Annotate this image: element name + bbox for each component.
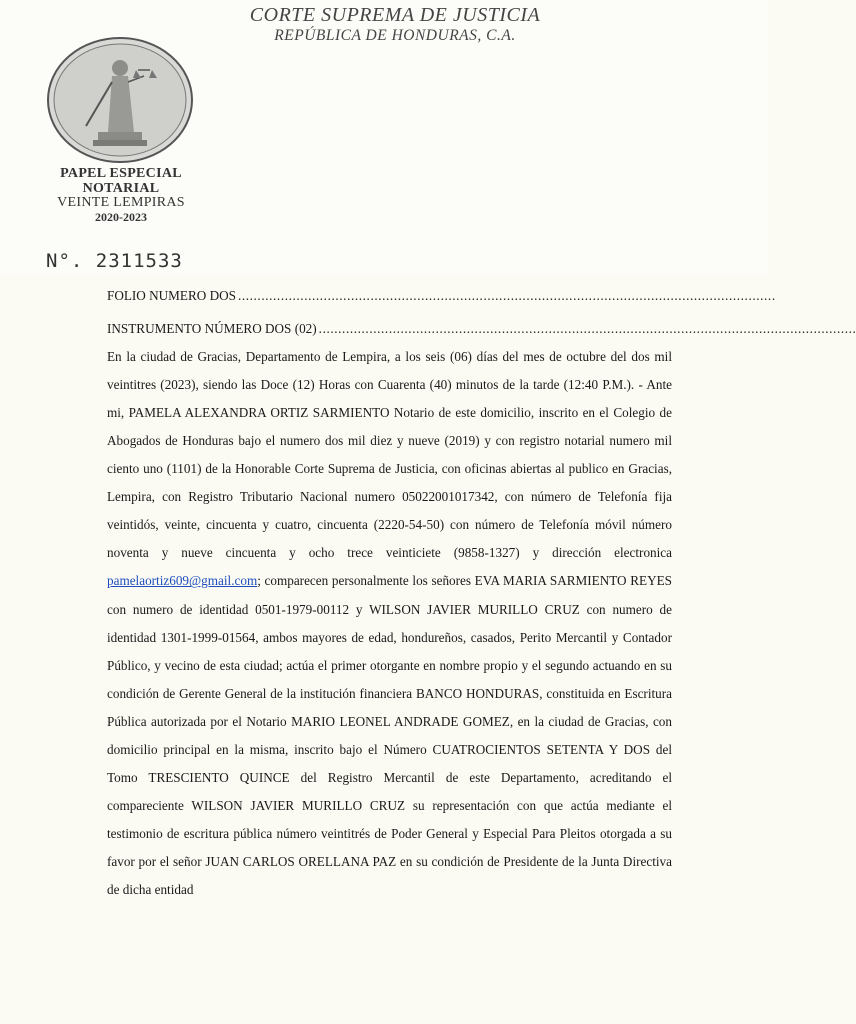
body-text-part-2: ; comparecen personalmente los señores EVA MARIA SARMIENTO REYES con numero de identidad 0501-1979-00112 y WILSON JAVIER MURILLO CRUZ con numero de identidad 1301-1999-01564, ambos mayores de edad, hondureños, casados, Perito Mercantil y Contador Público, y vecino de esta ciudad; actúa el primer otorgante en nombre propio y el segundo actuando en su condición de Gerente General de la institución financiera BANCO HONDURAS, constituida en Escritura Pública autorizada por el Notario MARIO LEONEL ANDRADE GOMEZ, en la ciudad de Gracias, con domicilio principal en la misma, inscrito bajo el Número CUATROCIENTOS SETENTA Y DOS del Tomo TRESCIENTO QUINCE del Registro Mercantil de este Departamento, acreditando el compareciente WILSON JAVIER MURILLO CRUZ su representación con que actúa mediante el testimonio de escritura pública número veintitrés de Poder General y Especial Para Pleitos otorgada a su favor por el señor JUAN CARLOS ORELLANA PAZ en su condición de Presidente de la Junta Directiva de dicha entidad bbox=[107, 573, 672, 897]
instrument-label: INSTRUMENTO NÚMERO DOS (02) bbox=[107, 321, 317, 337]
stamp-line-4: 2020-2023 bbox=[95, 210, 147, 224]
body-paragraph bbox=[107, 343, 672, 904]
document-body bbox=[107, 282, 856, 904]
instrument-leader-dots: .......................................................................................................................................... bbox=[318, 321, 856, 337]
lady-justice-seal-icon bbox=[46, 36, 194, 164]
folio-line bbox=[107, 282, 776, 310]
court-subtitle: REPÚBLICA DE HONDURAS, C.A. bbox=[274, 27, 516, 44]
folio-label: FOLIO NUMERO DOS bbox=[107, 288, 236, 303]
court-title: CORTE SUPREMA DE JUSTICIA bbox=[249, 4, 541, 26]
serial-number: N°. 2311533 bbox=[46, 250, 183, 272]
instrument-line bbox=[107, 315, 856, 343]
stamp-line-2: NOTARIAL bbox=[82, 181, 160, 196]
stamp-line-1: PAPEL ESPECIAL bbox=[60, 166, 182, 181]
body-text-part-1: En la ciudad de Gracias, Departamento de Lempira, a los seis (06) días del mes de octubre del dos mil veintitres (2023), siendo las Doce (12) Horas con Cuarenta (40) minutos de la tarde (12:40 P.M.). - Ante mi, PAMELA ALEXANDRA ORTIZ SARMIENTO Notario de este domicilio, inscrito en el Colegio de Abogados de Honduras bajo el numero dos mil diez y nueve (2019) y con registro notarial numero mil ciento uno (1101) de la Honorable Corte Suprema de Justicia, con oficinas abiertas al publico en Gracias, Lempira, con Registro Tributario Nacional numero 05022001017342, con número de Telefonía fija veintidós, veinte, cincuenta y cuatro, cincuenta (2220-54-50) con número de Telefonía móvil número noventa y nueve cincuenta y ocho trece veinticiete (9858-1327) y dirección electronica bbox=[107, 349, 672, 561]
email-link[interactable]: pamelaortiz609@gmail.com bbox=[107, 573, 258, 589]
stamp-line-3: VEINTE LEMPIRAS bbox=[57, 195, 185, 210]
folio-leader-dots: .......................................................................................................................................... bbox=[237, 288, 776, 303]
